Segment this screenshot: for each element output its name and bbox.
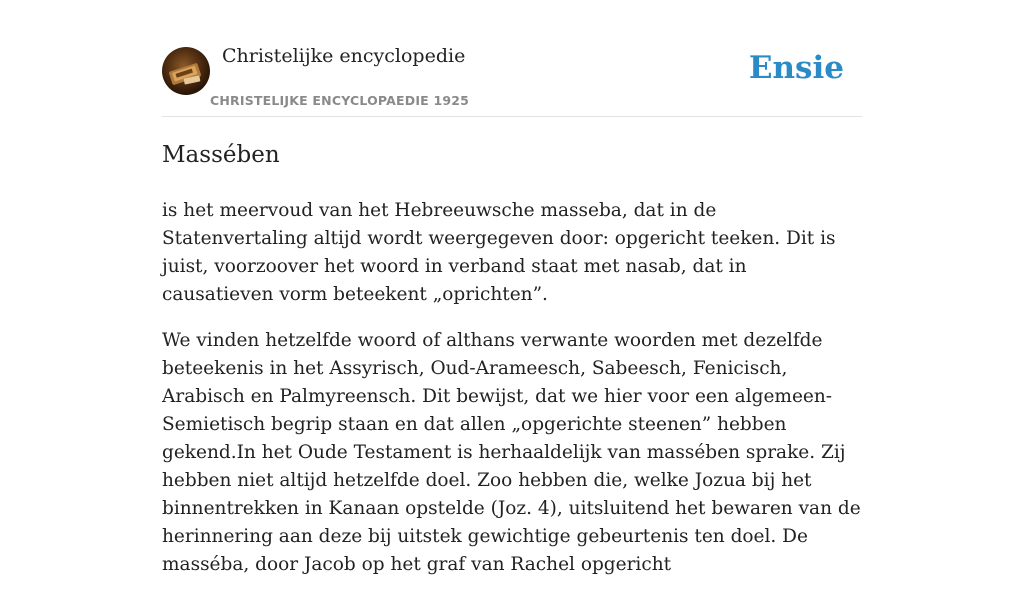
article [162,135,862,597]
source-subtitle[interactable]: CHRISTELIJKE ENCYCLOPAEDIE 1925 [210,93,470,108]
brand-logo[interactable]: Ensie [748,50,844,86]
article-paragraph: We vinden hetzelfde woord of althans verwante woorden met dezelfde beteekenis in het Assyrisch, Oud-Arameesch, Sabeesch, Fenicisch, Arabisch en Palmyreensch. Dit bewijst, dat we hier voor een algemeen-Semietisch begrip staan en dat allen „opgerichte steenen” hebben gekend.In het Oude Testament is herhaaldelijk van massében sprake. Zij hebben niet altijd hetzelfde doel. Zoo hebben die, welke Jozua bij het binnentrekken in Kanaan opstelde (Joz. 4), uitsluitend het bewaren van de herinnering aan deze bij uitstek gewichtige gebeurtenis ten doel. De masséba, door Jacob op het graf van Rachel opgericht [162,330,861,575]
source-title[interactable]: Christelijke encyclopedie [222,45,466,67]
book-cover-icon [162,47,210,95]
article-paragraph: is het meervoud van het Hebreeuwsche masseba, dat in de Statenvertaling altijd wordt weergegeven door: opgericht teeken. Dit is juist, voorzoover het woord in verband staat met nasab, dat in causatieven vorm beteekent „oprichten”. [162,200,836,305]
article-title: Massében [162,142,280,168]
header [162,0,862,117]
source-avatar[interactable] [162,47,210,95]
